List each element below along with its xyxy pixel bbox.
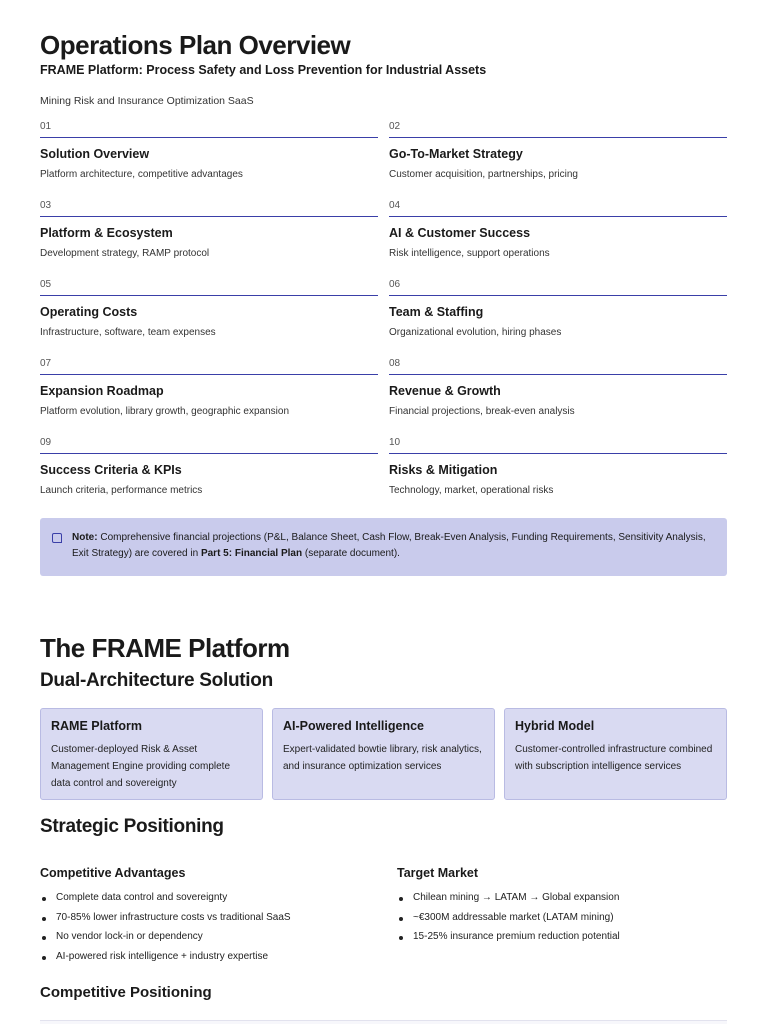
competitive-positioning-heading: Competitive Positioning <box>40 984 212 1001</box>
toc-title: Go-To-Market Strategy <box>389 147 523 161</box>
page-tagline: Mining Risk and Insurance Optimization SaaS <box>40 95 254 107</box>
toc-description: Launch criteria, performance metrics <box>40 485 203 496</box>
toc-number: 01 <box>40 120 378 138</box>
toc-row <box>40 357 727 436</box>
toc-row <box>40 120 727 199</box>
note-bold-reference: Part 5: Financial Plan <box>200 548 303 559</box>
note-icon <box>52 533 62 543</box>
feature-card <box>40 708 263 800</box>
toc-item[interactable] <box>389 278 727 357</box>
page-title: Operations Plan Overview <box>40 30 351 60</box>
page-subtitle: FRAME Platform: Process Safety and Loss Prevention for Industrial Assets <box>40 63 487 77</box>
note-text: Comprehensive financial projections (P&L, Balance Sheet, Cash Flow, Break-Even Analysis, Funding Requirements, Sensitivity Analysis, Exit Strategy) are covered in <box>72 532 706 559</box>
table-of-contents <box>40 120 727 515</box>
toc-number: 08 <box>389 357 727 375</box>
note-callout <box>40 518 727 576</box>
column-title: Target Market <box>397 866 479 880</box>
toc-title: Risks & Mitigation <box>389 463 498 477</box>
bullet-list <box>40 892 370 970</box>
toc-title: Expansion Roadmap <box>40 384 164 398</box>
column-title: Competitive Advantages <box>40 866 186 880</box>
feature-card <box>504 708 727 800</box>
competitive-advantages <box>40 866 370 970</box>
bullet-list <box>397 892 727 951</box>
toc-title: Solution Overview <box>40 147 150 161</box>
list-item: No vendor lock-in or dependency <box>40 931 370 951</box>
toc-number: 02 <box>389 120 727 138</box>
toc-description: Platform architecture, competitive advantages <box>40 169 243 180</box>
feature-card <box>272 708 495 800</box>
toc-item[interactable] <box>40 436 378 515</box>
toc-description: Organizational evolution, hiring phases <box>389 327 562 338</box>
toc-number: 06 <box>389 278 727 296</box>
toc-title: Team & Staffing <box>389 305 484 319</box>
toc-number: 03 <box>40 199 378 217</box>
toc-number: 10 <box>389 436 727 454</box>
section-title: The FRAME Platform <box>40 633 290 663</box>
note-label: Note: <box>72 532 98 543</box>
card-description: Customer-controlled infrastructure combined with subscription intelligence services <box>515 744 713 772</box>
toc-description: Technology, market, operational risks <box>389 485 554 496</box>
toc-description: Development strategy, RAMP protocol <box>40 248 210 259</box>
toc-number: 07 <box>40 357 378 375</box>
toc-row <box>40 278 727 357</box>
toc-description: Infrastructure, software, team expenses <box>40 327 216 338</box>
list-item: ~€300M addressable market (LATAM mining) <box>397 912 727 932</box>
toc-item[interactable] <box>389 120 727 199</box>
toc-title: Operating Costs <box>40 305 138 319</box>
list-item: Complete data control and sovereignty <box>40 892 370 912</box>
toc-description: Customer acquisition, partnerships, pricing <box>389 169 578 180</box>
toc-number: 05 <box>40 278 378 296</box>
list-item: AI-powered risk intelligence + industry expertise <box>40 951 370 971</box>
toc-number: 04 <box>389 199 727 217</box>
card-title: RAME Platform <box>51 719 142 733</box>
card-title: Hybrid Model <box>515 719 595 733</box>
toc-title: Revenue & Growth <box>389 384 501 398</box>
card-title: AI-Powered Intelligence <box>283 719 425 733</box>
section-subtitle: Dual-Architecture Solution <box>40 670 273 691</box>
toc-title: Platform & Ecosystem <box>40 226 173 240</box>
toc-item[interactable] <box>40 357 378 436</box>
toc-item[interactable] <box>389 199 727 278</box>
toc-description: Platform evolution, library growth, geographic expansion <box>40 406 290 417</box>
toc-row <box>40 199 727 278</box>
toc-title: Success Criteria & KPIs <box>40 463 182 477</box>
toc-item[interactable] <box>389 357 727 436</box>
card-description: Expert-validated bowtie library, risk analytics, and insurance optimization services <box>283 744 482 772</box>
strategic-positioning-heading: Strategic Positioning <box>40 816 224 837</box>
list-item: 70-85% lower infrastructure costs vs traditional SaaS <box>40 912 370 932</box>
list-item: 15-25% insurance premium reduction potential <box>397 931 727 951</box>
toc-description: Risk intelligence, support operations <box>389 248 550 259</box>
table-top-edge <box>40 1020 727 1024</box>
list-item: Chilean mining → LATAM → Global expansion <box>397 892 727 912</box>
note-text-end: (separate document). <box>302 548 400 559</box>
feature-cards <box>40 708 727 800</box>
toc-title: AI & Customer Success <box>389 226 531 240</box>
toc-row <box>40 436 727 515</box>
toc-number: 09 <box>40 436 378 454</box>
toc-item[interactable] <box>389 436 727 515</box>
toc-item[interactable] <box>40 278 378 357</box>
toc-item[interactable] <box>40 120 378 199</box>
toc-description: Financial projections, break-even analysis <box>389 406 575 417</box>
target-market <box>397 866 727 951</box>
card-description: Customer-deployed Risk & Asset Management Engine providing complete data control and sovereignty <box>51 744 230 789</box>
toc-item[interactable] <box>40 199 378 278</box>
